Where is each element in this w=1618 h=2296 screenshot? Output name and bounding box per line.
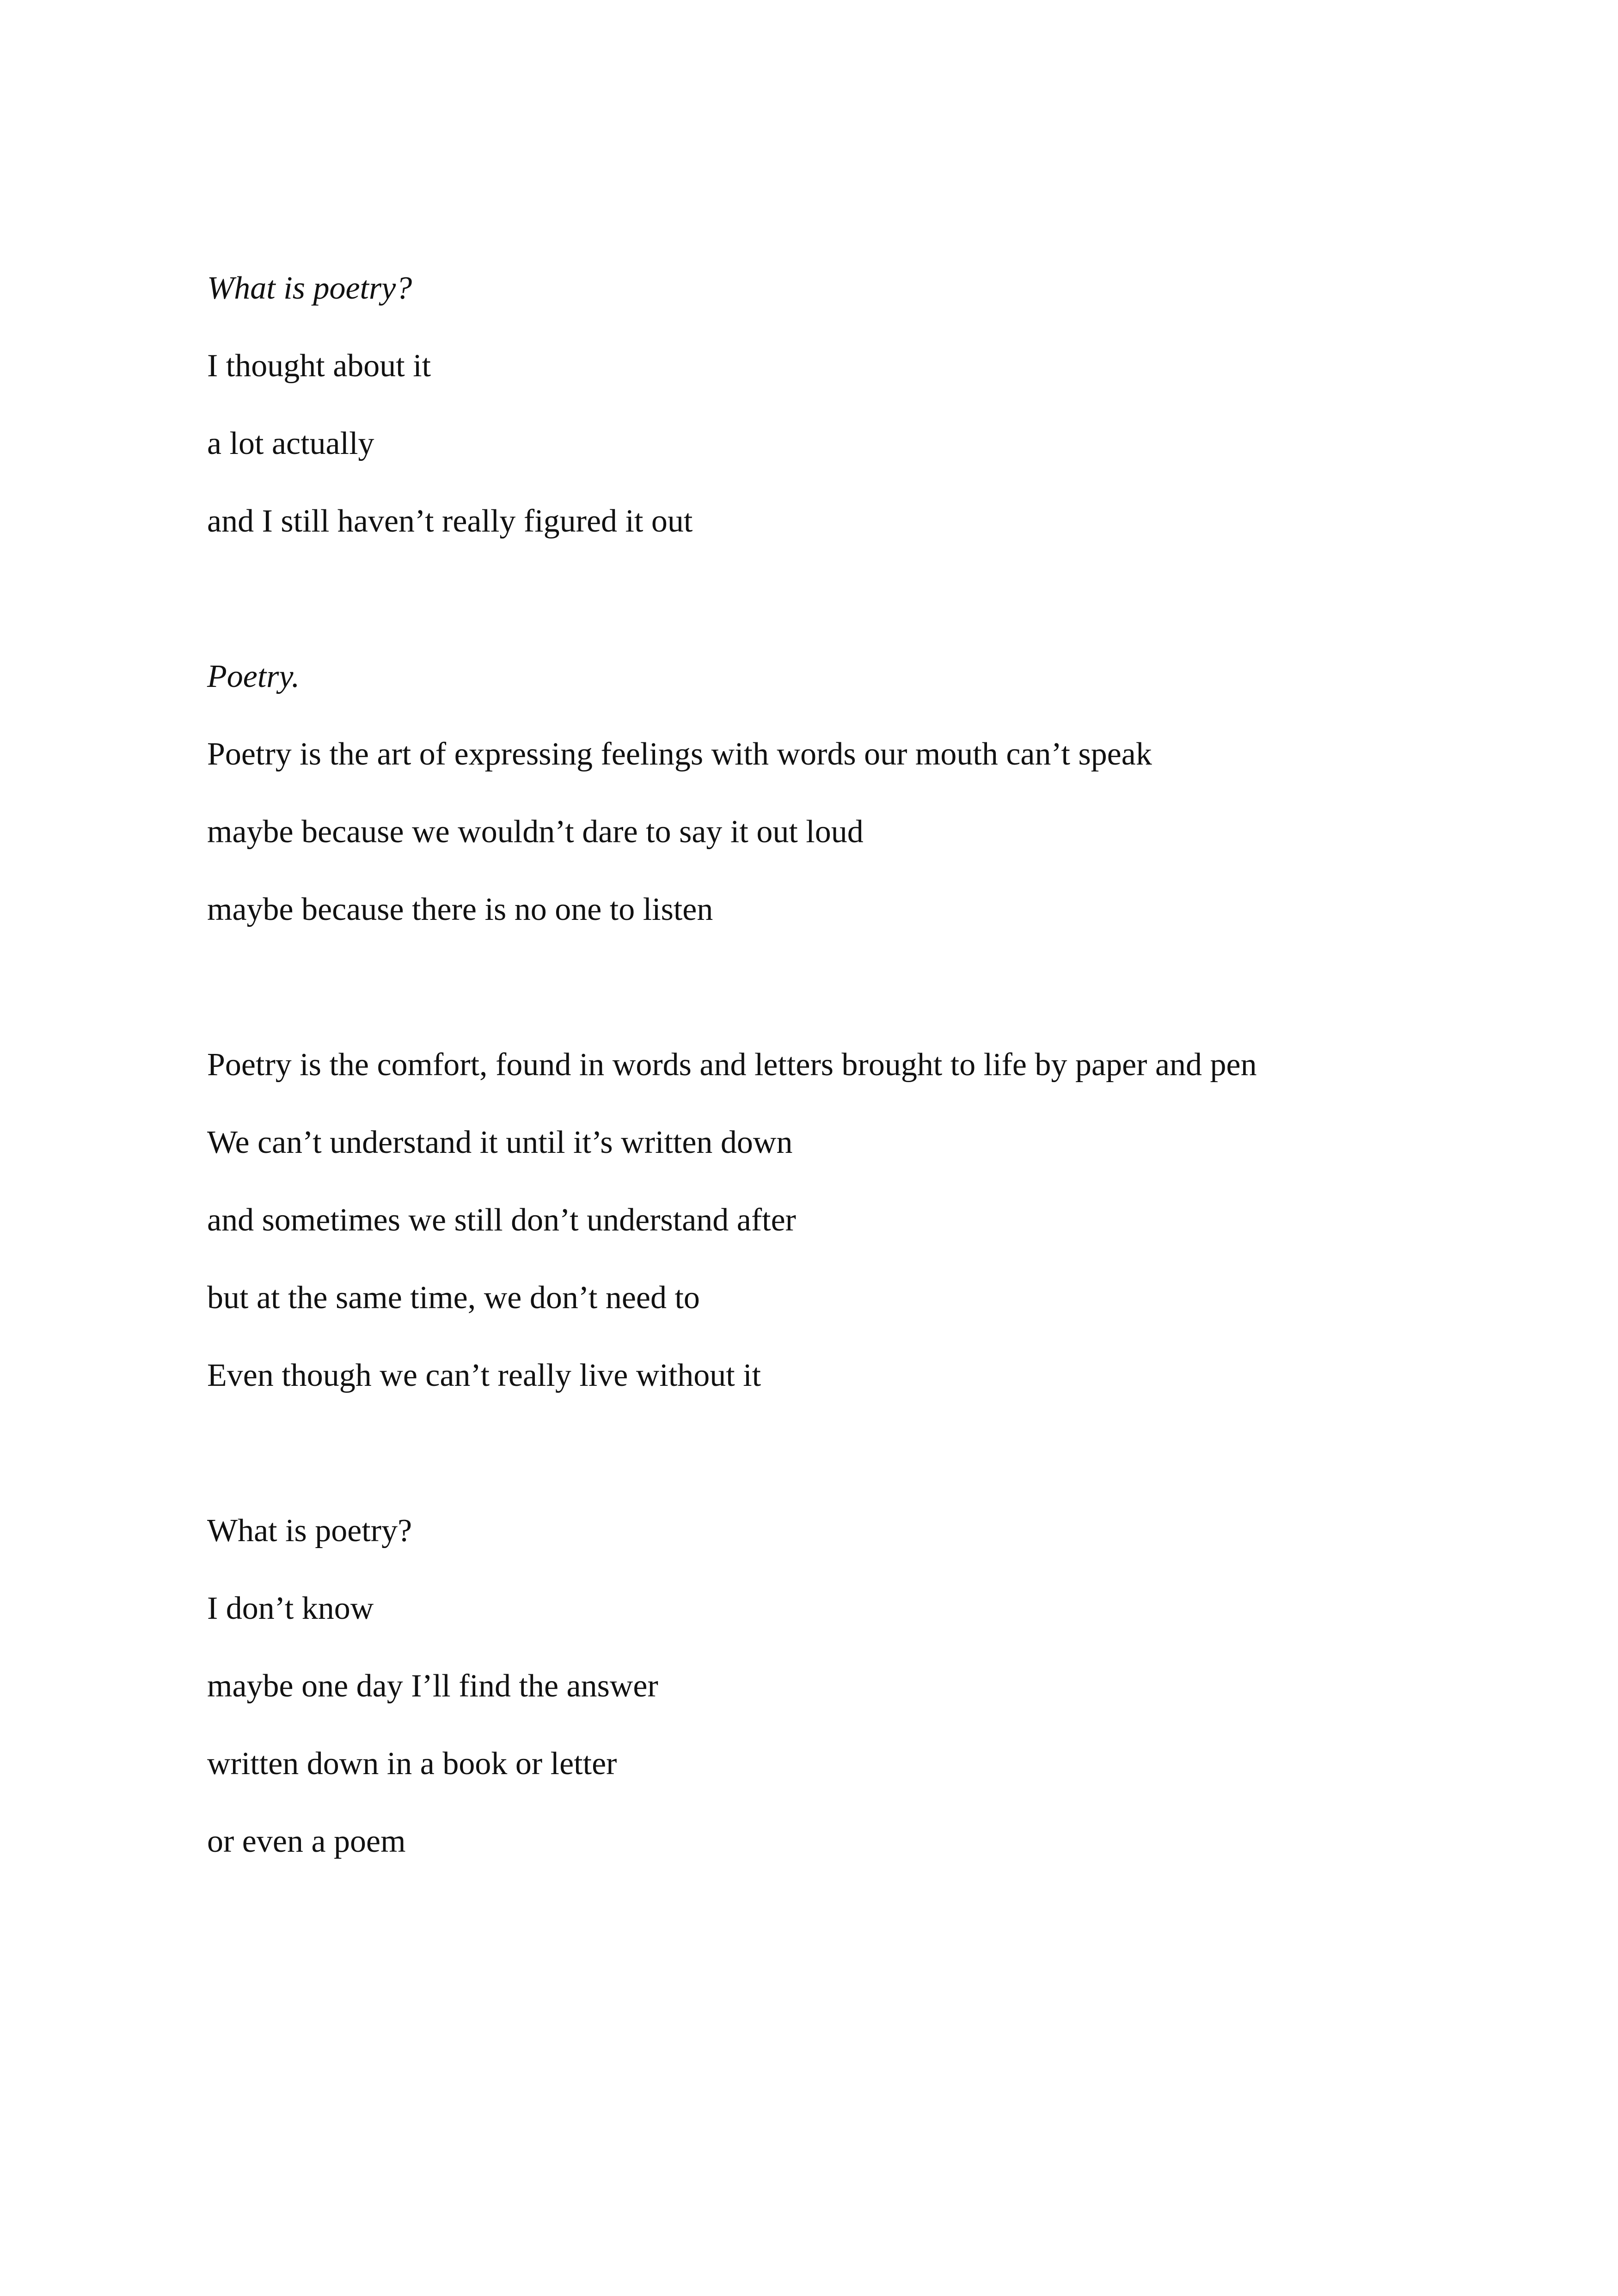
poem-title-line: What is poetry?	[207, 270, 412, 306]
poem-line: but at the same time, we don’t need to	[207, 1280, 700, 1316]
poem-line: maybe one day I’ll find the answer	[207, 1668, 658, 1704]
stanza-2	[207, 638, 1478, 949]
stanza-spacer	[207, 560, 1478, 638]
poem-line: maybe because there is no one to listen	[207, 892, 713, 927]
poem-line: I thought about it	[207, 348, 431, 384]
poem-line: What is poetry?	[207, 1513, 412, 1549]
poem-line: and I still haven’t really figured it out	[207, 503, 693, 539]
poem-line: or even a poem	[207, 1824, 406, 1859]
poem-line: written down in a book or letter	[207, 1746, 617, 1782]
poem-line: Poetry is the art of expressing feelings with words our mouth can’t speak	[207, 736, 1152, 772]
poem-line: Even though we can’t really live without it	[207, 1358, 761, 1393]
poem-body	[207, 250, 1478, 1880]
poem-line: and sometimes we still don’t understand after	[207, 1202, 796, 1238]
stanza-4	[207, 1492, 1478, 1880]
poem-line: I don’t know	[207, 1591, 374, 1626]
stanza-1	[207, 250, 1478, 560]
poem-line: maybe because we wouldn’t dare to say it out loud	[207, 814, 864, 850]
stanza-spacer	[207, 1414, 1478, 1492]
stanza-spacer	[207, 949, 1478, 1026]
poem-line: Poetry.	[207, 659, 300, 694]
poem-line: Poetry is the comfort, found in words and letters brought to life by paper and pen	[207, 1047, 1257, 1083]
stanza-3	[207, 1026, 1478, 1414]
poem-line: We can’t understand it until it’s written down	[207, 1125, 793, 1160]
poem-line: a lot actually	[207, 426, 374, 461]
